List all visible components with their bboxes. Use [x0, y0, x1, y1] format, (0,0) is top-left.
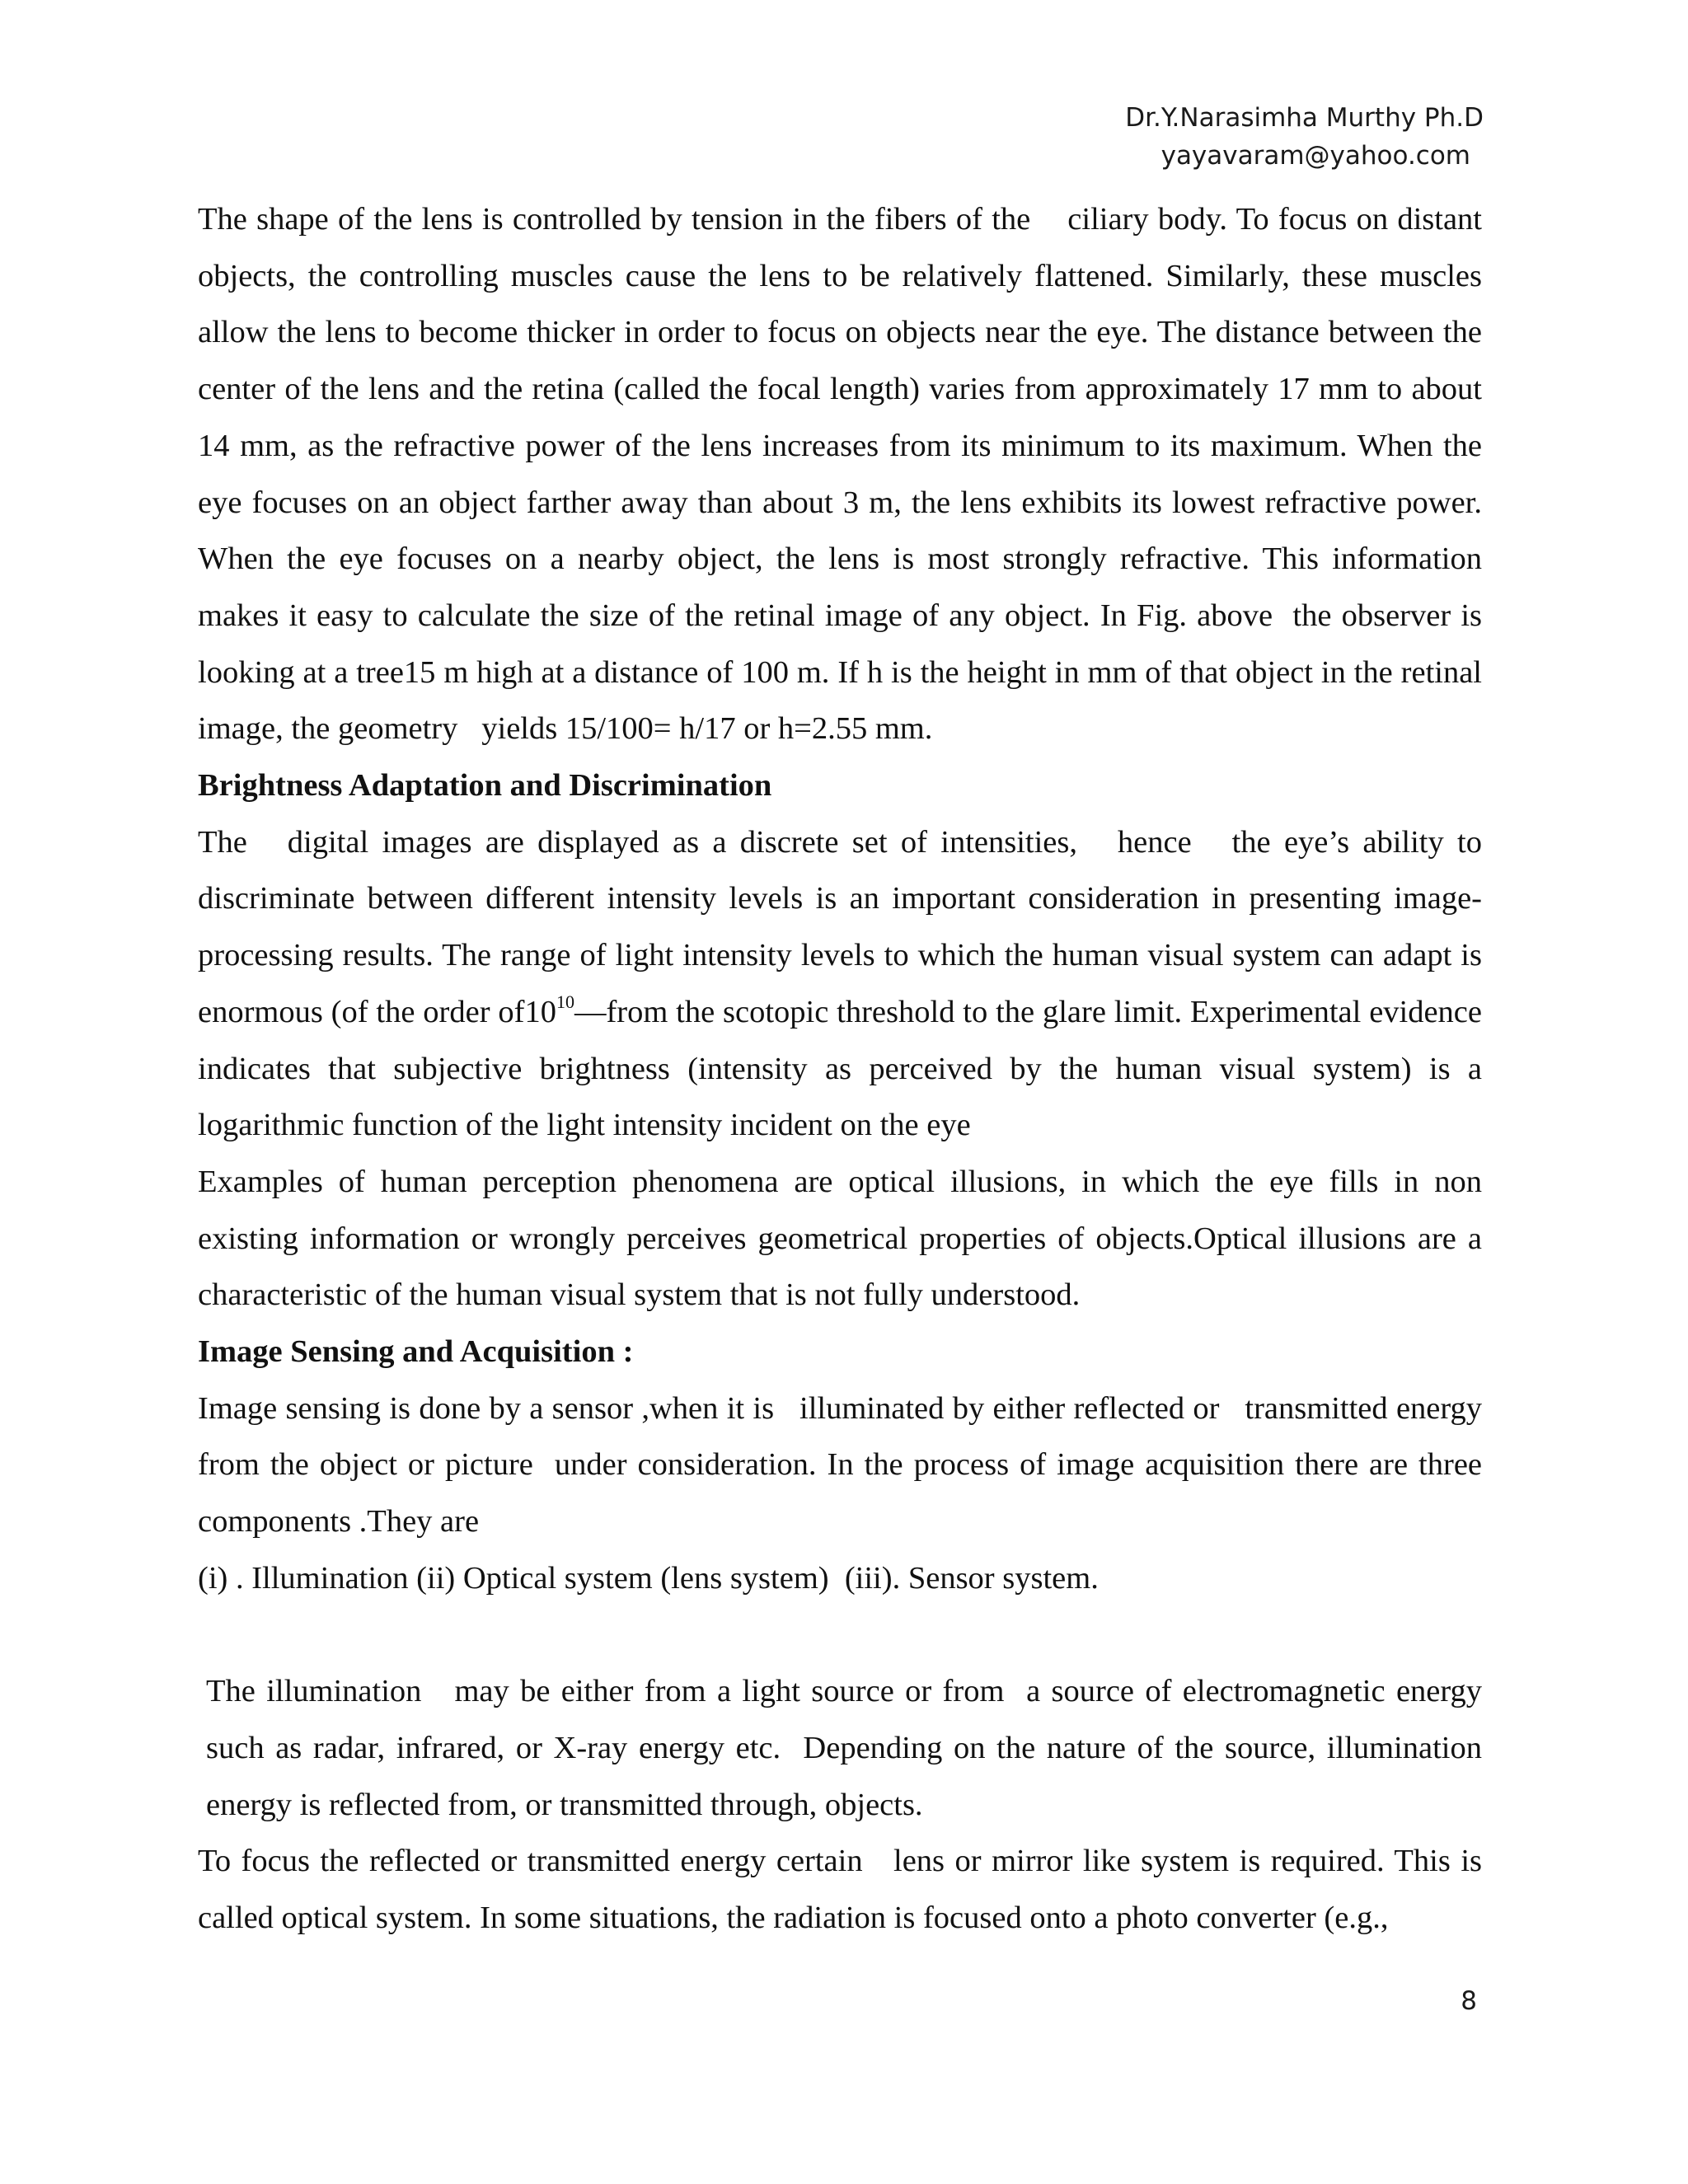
paragraph-brightness	[198, 814, 1490, 1154]
paragraph-illumination: The illumination may be either from a light source or from a source of electromagnetic energy such as radar, infrared, or X-ray energy etc. Depending on the nature of the source, illumination energy is reflected from, or transmitted through, objects.	[206, 1674, 1490, 1822]
paragraph-optical-illusions: Examples of human perception phenomena are optical illusions, in which the eye fills in non existing information or wrongly perceives geometrical properties of objects.Optical illusions are a characteristic of the human visual system that is not fully understood.	[198, 1164, 1482, 1313]
paragraph-optical-system: To focus the reflected or transmitted energy certain lens or mirror like system is required. This is called optical system. In some situations, the radiation is focused onto a photo converter (e.g.,	[198, 1844, 1490, 1936]
components-list: (i) . Illumination (ii) Optical system (lens system) (iii). Sensor system.	[198, 1560, 1099, 1596]
heading-brightness-adaptation: Brightness Adaptation and Discrimination	[198, 768, 772, 804]
paragraph-brightness-text-2: —from the scotopic threshold to the glare limit. Experimental evidence indicates that subjective brightness (intensity as perceived by the human visual system) is a logarithmic function of the light intensity incident on the eye	[198, 994, 1490, 1143]
document-body	[198, 191, 1498, 1947]
paragraph-image-sensing: Image sensing is done by a sensor ,when it is illuminated by either reflected or transmitted energy from the object or picture under consideration. In the process of image acquisition there are three components .They are	[198, 1390, 1498, 1540]
heading-image-sensing: Image Sensing and Acquisition :	[198, 1334, 634, 1370]
blank-line	[198, 1607, 1482, 1664]
paragraph-brightness-text-1: The digital images are displayed as a discrete set of intensities, hence the eye’s ability to discriminate between different intensity levels is an important consideration in presenting image-processing results. The range of light intensity levels to which the human visual system can adapt is enormous (of the order of10	[198, 824, 1490, 1029]
superscript-exponent: 10	[556, 991, 574, 1013]
page-number: 8	[1461, 1986, 1477, 2016]
author-email: yayavaram@yahoo.com	[1160, 141, 1470, 171]
paragraph-lens-shape: The shape of the lens is controlled by tension in the fibers of the ciliary body. To focus on distant objects, the controlling muscles cause the lens to be relatively flattened. Similarly, these muscles allow the lens to become thicker in order to focus on objects near the eye. The distance between the center of the lens and the retina (called the focal length) varies from approximately 17 mm to about 14 mm, as the refractive power of the lens increases from its minimum to its maximum. When the eye focuses on an object farther away than about 3 m, the lens exhibits its lowest refractive power. When the eye focuses on a nearby object, the lens is most strongly refractive. This information makes it easy to calculate the size of the retinal image of any object. In Fig. above the observer is looking at a tree15 m high at a distance of 100 m. If h is the height in mm of that object in the retinal image, the geometry yields 15/100= h/17 or h=2.55 mm.	[198, 202, 1490, 747]
page-header	[1125, 99, 1484, 175]
author-name: Dr.Y.Narasimha Murthy Ph.D	[1125, 103, 1484, 133]
